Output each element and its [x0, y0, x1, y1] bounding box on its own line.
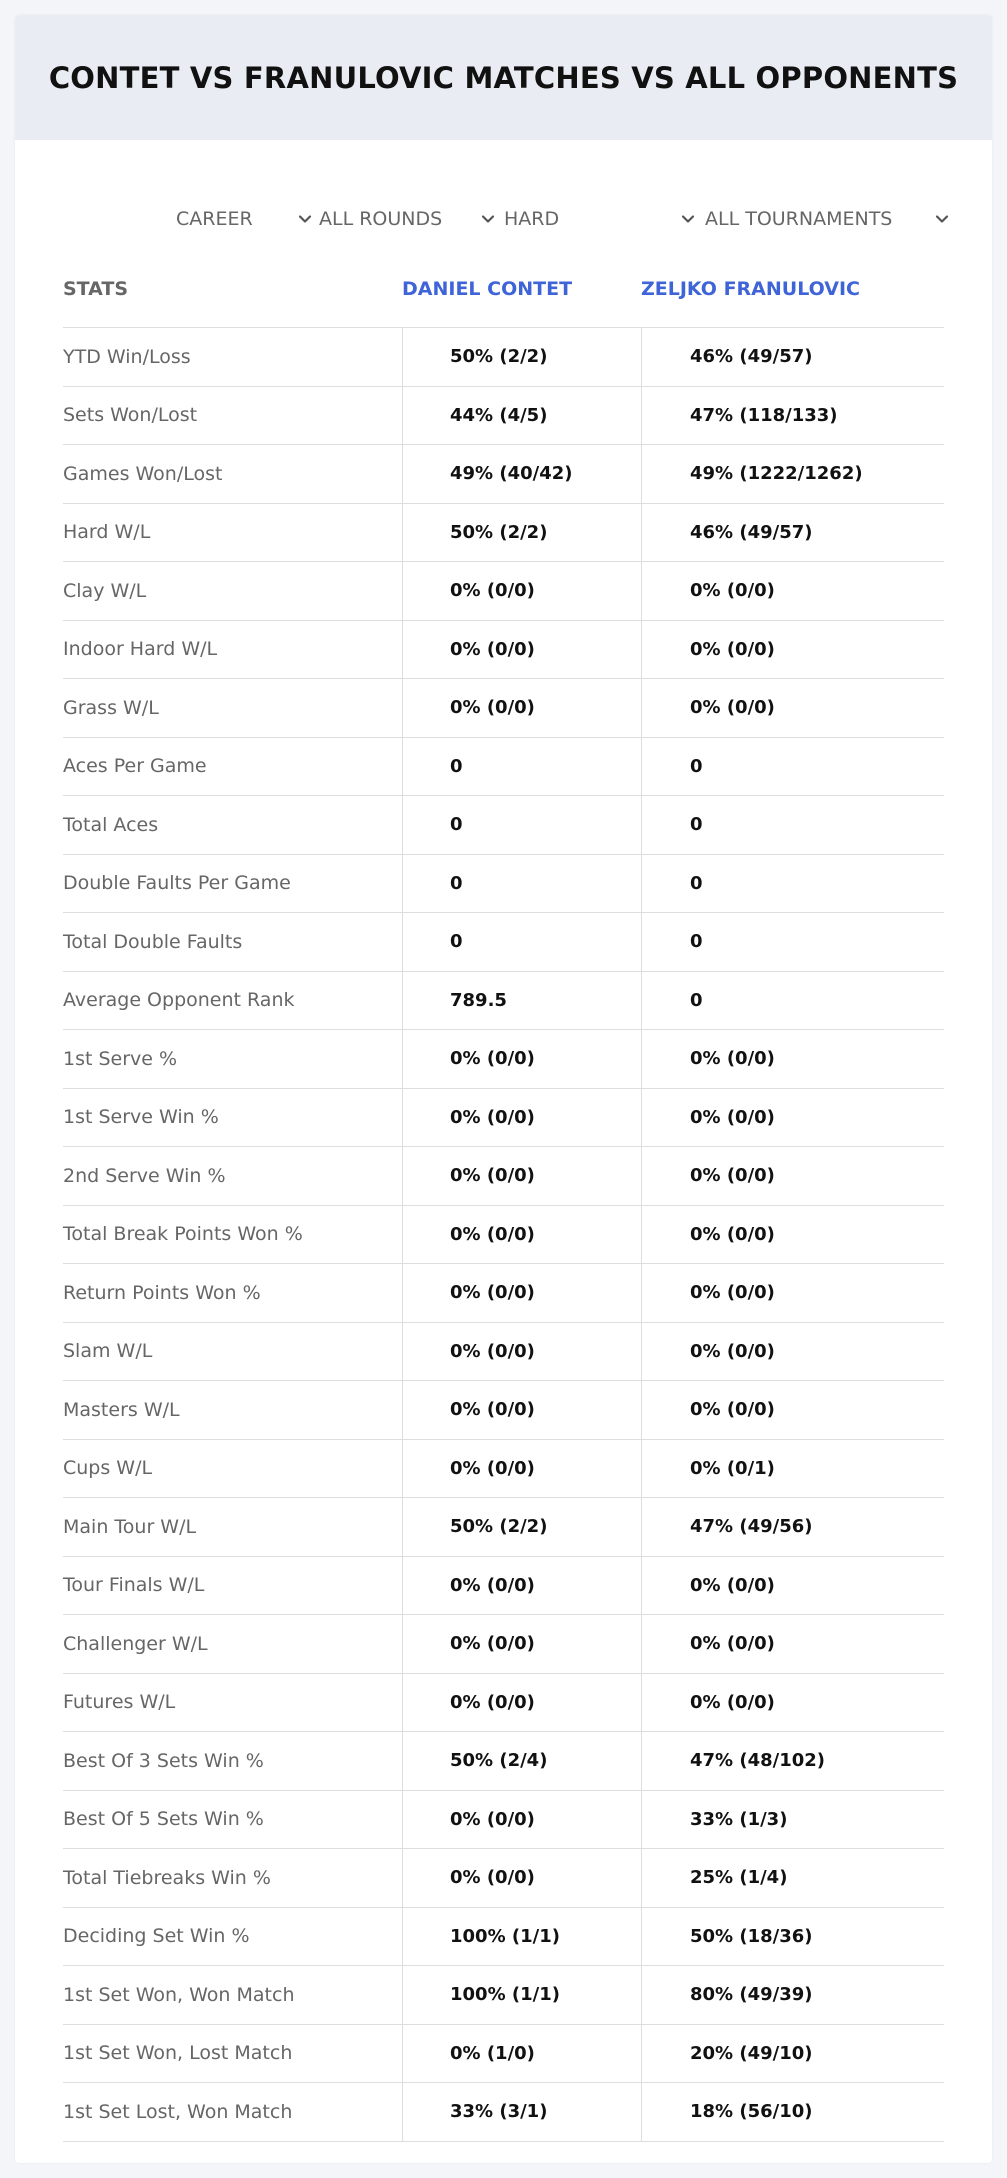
player1-value: 789.5 — [402, 972, 641, 1030]
player2-value: 0% (0/0) — [641, 1615, 944, 1673]
table-row — [63, 504, 944, 563]
table-row — [63, 913, 944, 972]
stat-label: Total Break Points Won % — [63, 1223, 303, 1246]
player1-value: 0% (0/0) — [402, 1264, 641, 1322]
player2-value: 0 — [641, 796, 944, 854]
table-row — [63, 1498, 944, 1557]
player1-value: 50% (2/2) — [402, 504, 641, 562]
stats-column-header: STATS — [63, 278, 129, 300]
player2-value: 0% (0/0) — [641, 1381, 944, 1439]
stat-label: Total Tiebreaks Win % — [63, 1866, 271, 1889]
player1-value: 0% (0/0) — [402, 679, 641, 737]
stat-label: Total Double Faults — [63, 930, 243, 953]
player1-value: 0% (0/0) — [402, 1030, 641, 1088]
chevron-down-icon — [296, 210, 314, 228]
player1-value: 0% (0/0) — [402, 621, 641, 679]
table-row — [63, 1147, 944, 1206]
period-select[interactable] — [176, 187, 319, 251]
filter-bar — [15, 187, 992, 251]
stat-label: Challenger W/L — [63, 1632, 208, 1655]
stat-label: 1st Set Won, Lost Match — [63, 2042, 293, 2065]
table-row — [63, 972, 944, 1031]
tournament-select-value: ALL TOURNAMENTS — [705, 208, 893, 230]
table-header — [63, 251, 944, 328]
player2-value: 0% (0/0) — [641, 1147, 944, 1205]
player1-value: 50% (2/2) — [402, 1498, 641, 1556]
player1-link[interactable]: DANIEL CONTET — [402, 278, 573, 300]
chevron-down-icon — [679, 210, 697, 228]
stat-label: Return Points Won % — [63, 1281, 261, 1304]
player2-value: 47% (49/56) — [641, 1498, 944, 1556]
stat-label: Aces Per Game — [63, 755, 207, 778]
player1-value: 0% (0/0) — [402, 1323, 641, 1381]
table-row — [63, 1615, 944, 1674]
stat-label: 1st Serve Win % — [63, 1106, 219, 1129]
table-row — [63, 387, 944, 446]
player1-value: 0% (0/0) — [402, 1615, 641, 1673]
stat-label: Best Of 3 Sets Win % — [63, 1749, 264, 1772]
round-select[interactable] — [319, 187, 501, 251]
player1-value: 100% (1/1) — [402, 1908, 641, 1966]
table-row — [63, 1440, 944, 1499]
player2-value: 50% (18/36) — [641, 1908, 944, 1966]
surface-select[interactable] — [504, 187, 704, 251]
player2-value: 80% (49/39) — [641, 1966, 944, 2024]
player1-value: 50% (2/2) — [402, 328, 641, 386]
period-select-value: CAREER — [176, 208, 253, 230]
stat-label: Main Tour W/L — [63, 1515, 197, 1538]
player2-value: 0 — [641, 913, 944, 971]
table-row — [63, 679, 944, 738]
player2-value: 0 — [641, 855, 944, 913]
player1-value: 44% (4/5) — [402, 387, 641, 445]
player1-value: 0% (0/0) — [402, 1674, 641, 1732]
table-row — [63, 1908, 944, 1967]
table-row — [63, 855, 944, 914]
table-row — [63, 1557, 944, 1616]
player1-value: 0% (0/0) — [402, 562, 641, 620]
player1-value: 0% (0/0) — [402, 1381, 641, 1439]
stat-label: 1st Serve % — [63, 1047, 178, 1070]
stat-label: Hard W/L — [63, 521, 151, 544]
player2-value: 0% (0/0) — [641, 1557, 944, 1615]
stat-label: Deciding Set Win % — [63, 1925, 250, 1948]
player1-value: 49% (40/42) — [402, 445, 641, 503]
stat-label: Grass W/L — [63, 696, 159, 719]
stats-table — [63, 251, 944, 2142]
page-title: CONTET VS FRANULOVIC MATCHES VS ALL OPPONENTS — [48, 60, 959, 95]
player2-value: 0% (0/0) — [641, 1264, 944, 1322]
table-row — [63, 1674, 944, 1733]
stat-label: Games Won/Lost — [63, 462, 223, 485]
round-select-value: ALL ROUNDS — [319, 208, 443, 230]
table-row — [63, 562, 944, 621]
player1-value: 0% (0/0) — [402, 1557, 641, 1615]
player1-value: 0 — [402, 738, 641, 796]
chevron-down-icon — [479, 210, 497, 228]
player2-value: 0 — [641, 738, 944, 796]
stat-label: Average Opponent Rank — [63, 989, 295, 1012]
player1-value: 33% (3/1) — [402, 2083, 641, 2141]
surface-select-value: HARD — [504, 208, 560, 230]
player2-value: 46% (49/57) — [641, 504, 944, 562]
player1-value: 50% (2/4) — [402, 1732, 641, 1790]
stat-label: Total Aces — [63, 813, 159, 836]
table-row — [63, 1323, 944, 1382]
player2-value: 25% (1/4) — [641, 1849, 944, 1907]
stat-label: 1st Set Lost, Won Match — [63, 2100, 293, 2123]
player1-value: 0% (0/0) — [402, 1206, 641, 1264]
table-row — [63, 1030, 944, 1089]
player1-value: 0 — [402, 796, 641, 854]
player2-value: 0% (0/0) — [641, 1206, 944, 1264]
player2-value: 0 — [641, 972, 944, 1030]
player2-link[interactable]: ZELJKO FRANULOVIC — [641, 278, 861, 300]
player1-value: 0% (0/0) — [402, 1791, 641, 1849]
stat-label: Cups W/L — [63, 1457, 153, 1480]
table-row — [63, 2083, 944, 2142]
table-row — [63, 1849, 944, 1908]
stat-label: Futures W/L — [63, 1691, 176, 1714]
stat-label: Double Faults Per Game — [63, 872, 291, 895]
player2-value: 0% (0/0) — [641, 679, 944, 737]
table-row — [63, 1089, 944, 1148]
table-row — [63, 1206, 944, 1265]
player2-value: 49% (1222/1262) — [641, 445, 944, 503]
table-row — [63, 1732, 944, 1791]
player2-value: 0% (0/0) — [641, 1323, 944, 1381]
stat-label: YTD Win/Loss — [63, 345, 191, 368]
stat-label: Clay W/L — [63, 579, 147, 602]
stat-label: 1st Set Won, Won Match — [63, 1983, 295, 2006]
table-row — [63, 2025, 944, 2084]
stat-label: 2nd Serve Win % — [63, 1164, 226, 1187]
player1-value: 0% (0/0) — [402, 1849, 641, 1907]
table-body — [63, 328, 944, 2142]
table-row — [63, 328, 944, 387]
stat-label: Tour Finals W/L — [63, 1574, 205, 1597]
stat-label: Sets Won/Lost — [63, 404, 198, 427]
player1-value: 0% (0/0) — [402, 1440, 641, 1498]
table-row — [63, 1264, 944, 1323]
chevron-down-icon — [933, 210, 951, 228]
player1-value: 0% (0/0) — [402, 1147, 641, 1205]
page-header — [15, 15, 992, 140]
player2-value: 46% (49/57) — [641, 328, 944, 386]
stat-label: Best Of 5 Sets Win % — [63, 1808, 264, 1831]
stat-label: Slam W/L — [63, 1340, 153, 1363]
player1-value: 0% (0/0) — [402, 1089, 641, 1147]
player2-value: 0% (0/0) — [641, 562, 944, 620]
player2-value: 0% (0/1) — [641, 1440, 944, 1498]
player2-value: 0% (0/0) — [641, 1089, 944, 1147]
stat-label: Indoor Hard W/L — [63, 638, 218, 661]
tournament-select[interactable] — [705, 187, 961, 251]
player2-value: 47% (48/102) — [641, 1732, 944, 1790]
table-row — [63, 1381, 944, 1440]
player2-value: 0% (0/0) — [641, 621, 944, 679]
player2-value: 33% (1/3) — [641, 1791, 944, 1849]
player1-value: 0% (1/0) — [402, 2025, 641, 2083]
table-row — [63, 738, 944, 797]
player2-value: 47% (118/133) — [641, 387, 944, 445]
player2-value: 0% (0/0) — [641, 1030, 944, 1088]
player1-value: 0 — [402, 855, 641, 913]
player2-value: 20% (49/10) — [641, 2025, 944, 2083]
stats-card — [15, 15, 992, 2163]
player2-value: 0% (0/0) — [641, 1674, 944, 1732]
table-row — [63, 1791, 944, 1850]
stat-label: Masters W/L — [63, 1398, 180, 1421]
table-row — [63, 621, 944, 680]
table-row — [63, 1966, 944, 2025]
table-row — [63, 445, 944, 504]
table-row — [63, 796, 944, 855]
player1-value: 100% (1/1) — [402, 1966, 641, 2024]
player1-value: 0 — [402, 913, 641, 971]
player2-value: 18% (56/10) — [641, 2083, 944, 2141]
